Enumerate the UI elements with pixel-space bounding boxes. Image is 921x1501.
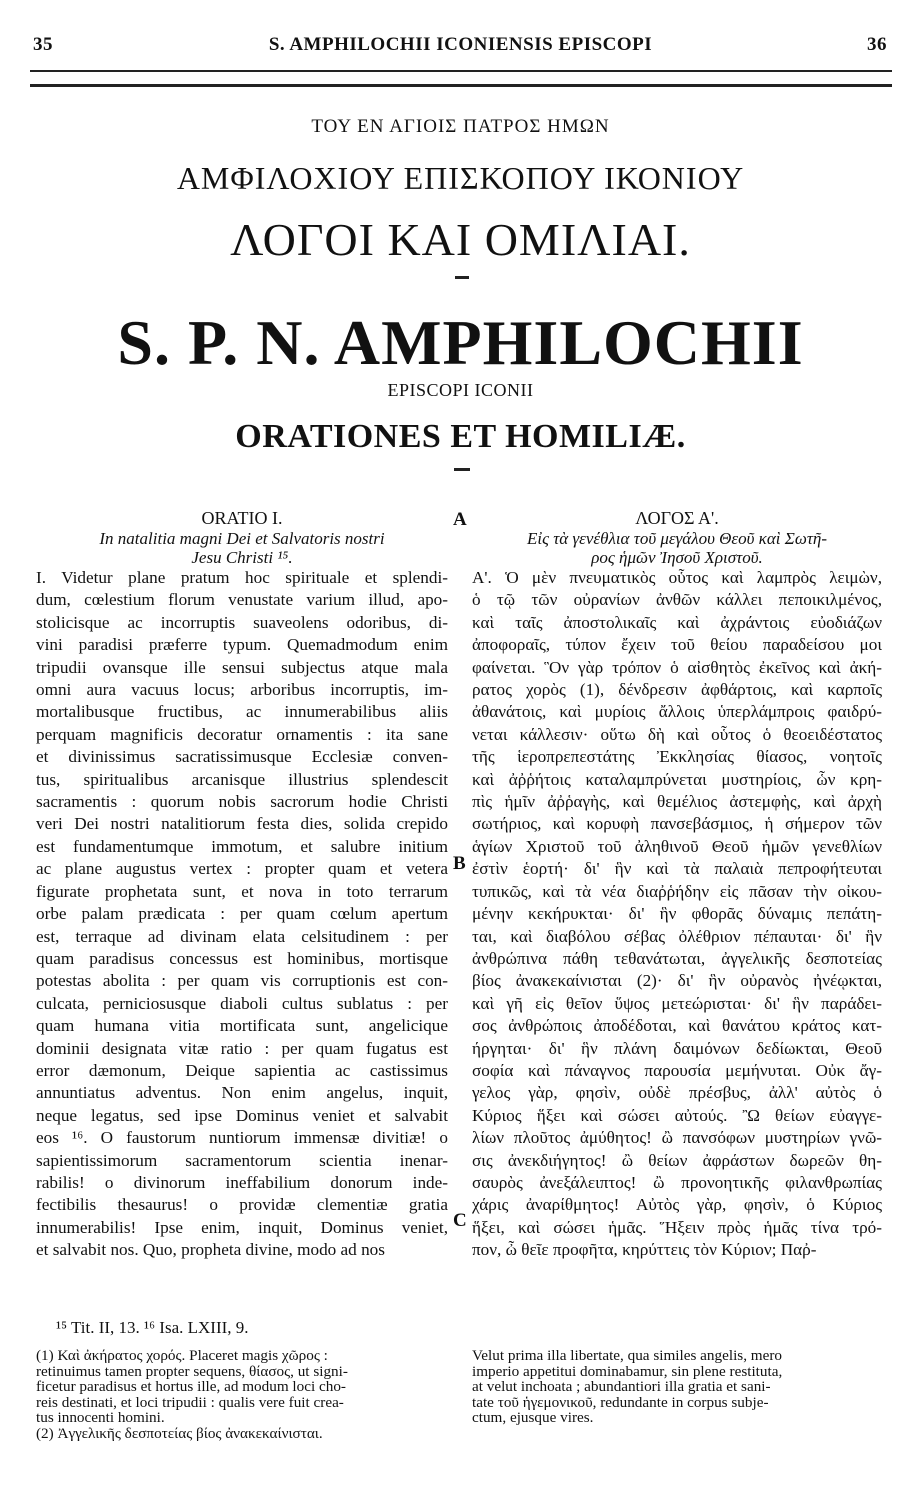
latin-see: EPISCOPI ICONII <box>387 380 534 400</box>
greek-body-line: βίος ἀνακεκαίνισται (2)· δι' ἣν οὐρανὸς ἠνέῳκται, <box>472 971 882 991</box>
greek-body-line: σωτήριος, καὶ κορυφὴ πανσεβάσμιος, ἡ σήμερον τῶν <box>472 814 882 834</box>
greek-body-line: σος ἀνθρώποις ἀποδέδοται, καὶ θανάτου κράτος κατ- <box>472 1016 882 1036</box>
latin-body-line: fectibilis thesaurus! o providæ clementiæ gratia <box>36 1195 448 1215</box>
greek-body-line: πὶς ἡμῖν ἀῤῥαγὴς, καὶ θεμέλιος ἀστεμφὴς, καὶ ἀρχὴ <box>472 792 882 812</box>
latin-body-line: potestas abolita : per quam vis corruptionis est con- <box>36 971 448 991</box>
greek-body-line: καὶ γῆ εἰς θεῖον ὕψος μετεώρισται· δι' ἣν παράδει- <box>472 993 882 1013</box>
latin-body-line: innumerabilis! Ipse enim, inquit, Dominus veniet, <box>36 1217 448 1237</box>
latin-body-line: figurate prophetata sunt, et nova in toto terrarum <box>36 881 448 901</box>
latin-body-line: ac plane augustus vertex : propter quam et vetera <box>36 859 448 879</box>
greek-body-line: νεται κάλλεσιν· οὕτω δὴ καὶ οὗτος ὁ θεοειδέστατος <box>472 724 882 744</box>
latin-body-line: tripudii ovansque ille sensui subjectus atque mala <box>36 657 448 677</box>
greek-body-line: καὶ ταῖς ἀποστολικαῖς καὶ ἀχράντοις εὐοδιάζων <box>472 612 882 632</box>
footnote-right-line: imperio appetitui dominabamur, sin plene restituta, <box>472 1363 783 1380</box>
greek-oration-subtitle-line2: ρος ἡμῶν Ἰησοῦ Χριστοῦ. <box>591 548 763 567</box>
greek-work-title: ΛΟΓΟΙ ΚΑΙ ΟΜΙΛΙΑΙ. <box>230 214 691 265</box>
footnote-right-line: at velut inchoata ; abundantiori illa gratia et sani- <box>472 1379 771 1395</box>
latin-body-line: error dæmonum, Deique sapientia ac castissimus <box>36 1060 448 1080</box>
title-divider <box>455 276 469 279</box>
section-divider <box>454 468 470 471</box>
latin-body-line: annuntiatus adventus. Non enim angelus, inquit, <box>36 1083 448 1103</box>
greek-body-line: χάρις ἀναρίθμητος! Αὐτὸς γὰρ, φησὶν, ὁ Κύριος <box>472 1195 882 1215</box>
latin-body-line: perquam magnificis decoratur ornamentis : ita sane <box>36 724 448 744</box>
greek-author: ΑΜΦΙΛΟΧΙΟΥ ΕΠΙΣΚΟΠΟΥ ΙΚΟΝΙΟΥ <box>176 160 745 196</box>
greek-body-line: ἀθανάτοις, καὶ μυρίοις ἄλλοις ὑπερλάμπροις φαιδρύ- <box>472 702 882 722</box>
greek-oration-subtitle-line1: Εἰς τὰ γενέθλια τοῦ μεγάλου Θεοῦ καὶ Σωτῆ- <box>526 529 828 548</box>
greek-column <box>472 507 882 1262</box>
latin-body-line: mortalibusque fructibus, ac innumerabilibus aliis <box>36 702 448 722</box>
greek-body-line: Α'. Ὁ μὲν πνευματικὸς οὗτος καὶ λαμπρὸς λειμὼν, <box>472 568 882 587</box>
footnote-left-line: retinuimus tamen propter sequens, θίασος, ut signi- <box>36 1363 348 1380</box>
greek-body-line: λίων πλοῦτος ἀμύθητος! ὢ πανσόφων μυστηρίων γνῶ- <box>472 1128 882 1148</box>
latin-body-line: veri Dei nostri natalitiorum festa dies, solida crepido <box>36 814 448 834</box>
greek-body-line: σις ἀνεκδιήγητος! ὢ θείων ἀφράστων δωρεῶν θη- <box>472 1150 882 1170</box>
latin-author: S. P. N. AMPHILOCHII <box>117 307 804 378</box>
greek-body-line: σοφία καὶ πάναγνος παρουσία μεμήνυται. Οὐκ ἄγ- <box>472 1060 882 1080</box>
greek-body-line: ἀνθρώπινα πάθη τεθανάτωται, ἀγγελικῆς δεσποτείας <box>472 948 882 968</box>
greek-body-line: ἀποφοραῖς, τύπον ἔχειν τοῦ θείου παραδείσου μοι <box>472 635 882 655</box>
greek-body-line: ήργηται· δι' ἣν πλάνη δαιμόνων δεδίωκται, Θεοῦ <box>472 1038 882 1058</box>
greek-body-line: τῆς ἱεροπρεπεστάτης Ἐκκλησίας θίασος, νοητοῖς <box>472 747 882 767</box>
greek-body-line: σαυρὸς ἀνεξάλειπτος! ὢ προνοητικῆς φιλανθρωπίας <box>472 1172 882 1192</box>
latin-body-line: stolicisque ac incorruptis suaveolens odoribus, di- <box>36 612 448 632</box>
latin-body-line: et salvabit nos. Quo, propheta divine, modo ad nos <box>36 1240 385 1260</box>
latin-body-line: culcata, perniciosusque diaboli cultus sublatus : per <box>36 993 448 1013</box>
greek-oration-heading: ΛΟΓΟΣ Α'. <box>635 508 719 528</box>
latin-body-line: neque legatus, sed ipse Dominus veniet et salvabit <box>36 1105 448 1125</box>
header-rule-thick <box>30 84 892 87</box>
latin-body-line: tus, spiritualibus arcanisque illustrius splendescit <box>36 769 448 789</box>
greek-body-line: πον, ὦ θεῖε προφῆτα, κηρύττεις τὸν Κύριον; Παῤ- <box>472 1240 817 1260</box>
greek-body-line: φαίνεται. Ὃν γὰρ τρόπον ὁ αἰσθητὸς ἐκεῖνος καὶ ἀκή- <box>472 657 882 677</box>
latin-body-text <box>36 567 448 1262</box>
latin-body-line: et divinissimus sacratissimusque Ecclesiæ conven- <box>36 747 448 767</box>
footnotes-right <box>472 1348 882 1426</box>
latin-oration-subtitle-line2: Jesu Christi ¹⁵. <box>191 548 293 567</box>
footnote-left-line: (1) Καὶ ἀκήρατος χορός. Placeret magis χῶρος : <box>36 1348 328 1364</box>
greek-dedication: ΤΟΥ ΕΝ ΑΓΙΟΙΣ ΠΑΤΡΟΣ ΗΜΩΝ <box>311 116 610 137</box>
latin-body-line: dum, cœlestium florum venustate varium illud, apo- <box>36 590 448 610</box>
footnote-left-line: ficetur paradisus et hortus ille, ad modum loci cho- <box>36 1379 346 1395</box>
latin-column <box>36 507 448 1262</box>
footnote-left-line: tus innocenti homini. <box>36 1410 165 1426</box>
latin-body-line: sacramentis : quorum nobis sacrorum hodie Christi <box>36 792 448 812</box>
header-rule-thin <box>30 70 892 72</box>
latin-body-line: orbe palam prædicata : per quam cœlum apertum <box>36 904 448 924</box>
latin-body-line: quam paradisus concessus est hominibus, mortisque <box>36 948 448 968</box>
footnote-right-line: tate τοῦ ἡγεμονικοῦ, redundante in corpus subje- <box>472 1394 769 1411</box>
latin-body-line: quam humana vitia mortificata sunt, angelicique <box>36 1016 448 1036</box>
page-number-right: 36 <box>867 34 887 55</box>
greek-body-line: ἁγίων Χριστοῦ τοῦ ἀληθινοῦ Θεοῦ ἡμῶν γενεθλίων <box>472 836 882 856</box>
latin-body-line: est fundamentumque immotum, et salubre initium <box>36 836 448 856</box>
footnote-left-line: reis destinati, et loci tripudii : qualis vere fuit crea- <box>36 1394 344 1411</box>
page-number-left: 35 <box>33 34 53 55</box>
latin-oration-heading: ORATIO I. <box>201 508 283 528</box>
greek-body-line: ὁ τῷ τῶν οὐρανίων ἀνθῶν κάλλει πεποικιλμένος, <box>472 590 882 610</box>
greek-body-line: ται, καὶ διαβόλου σέβας ὀλέθριον πέπαυται· δι' ἣν <box>472 926 882 946</box>
greek-body-line: τυπικῶς, καὶ τὰ νέα διαῤῥήδην εἰς πᾶσαν τὴν οἰκου- <box>472 881 882 901</box>
latin-body-line: omni aura vacuus locus; arboribus incorruptis, im- <box>36 680 448 700</box>
margin-letter-a: A <box>453 509 467 530</box>
greek-body-line: ρατος χορὸς (1), δένδρεσιν ἀφθάρτοις, καὶ καρποῖς <box>472 680 882 700</box>
latin-body-line: sapientissimorum sacramentorum scientia inenar- <box>36 1150 448 1170</box>
latin-body-line: dominii designata vitæ ratio : per quam fugatus est <box>36 1038 448 1058</box>
greek-body-line: γελος γὰρ, φησὶν, οὐδὲ πρέσβυς, ἀλλ' αὐτὸς ὁ <box>472 1083 882 1103</box>
running-title: S. AMPHILOCHII ICONIENSIS EPISCOPI <box>268 34 653 55</box>
latin-oration-subtitle-line1: In natalitia magni Dei et Salvatoris nostri <box>99 529 385 548</box>
latin-body-line: eos ¹⁶. O faustorum nuntiorum immensæ divitiæ! o <box>36 1128 448 1148</box>
greek-body-text <box>472 567 882 1262</box>
footnotes-left <box>36 1348 448 1442</box>
greek-body-line: ἐστὶν ἑορτή· δι' ἣν καὶ τὰ παλαιὰ πεπροφήτευται <box>472 859 882 879</box>
greek-body-line: καὶ ἀῤῥήτοις καταλαμπρύνεται μυστηρίοις, ὧν κρη- <box>472 769 882 789</box>
footnote-left-line: (2) Ἀγγελικῆς δεσποτείας βίος ἀνακεκαίνισται. <box>36 1425 323 1442</box>
margin-letter-b: B <box>453 853 466 874</box>
greek-body-line: ἥξει, καὶ σώσει ἡμᾶς. Ἥξειν πρὸς ἡμᾶς τίνα τρό- <box>472 1217 882 1237</box>
footnote-right-line: Velut prima illa libertate, qua similes angelis, mero <box>472 1348 782 1364</box>
latin-body-line: I. Videtur plane pratum hoc spirituale et splendi- <box>36 568 448 587</box>
greek-body-line: Κύριος ἥξει καὶ σώσει αὐτούς. Ὢ θείων εὐαγγε- <box>472 1105 882 1125</box>
latin-work-title: ORATIONES ET HOMILIÆ. <box>235 418 686 455</box>
footnote-right-line: ctum, ejusque vires. <box>472 1410 594 1426</box>
greek-body-line: μένην κεκήρυκται· δι' ἣν φθορᾶς δύναμις πεπάτη- <box>472 904 882 924</box>
latin-body-line: rabilis! o divinorum ineffabilium donorum inde- <box>36 1172 448 1192</box>
scripture-references: ¹⁵ Tit. II, 13. ¹⁶ Isa. LXIII, 9. <box>56 1318 249 1337</box>
margin-letter-c: C <box>453 1210 467 1231</box>
latin-body-line: est, terraque ad divinam elata celsitudinem : per <box>36 926 448 946</box>
latin-body-line: vini paradisi præferre typum. Quemadmodum enim <box>36 635 448 655</box>
